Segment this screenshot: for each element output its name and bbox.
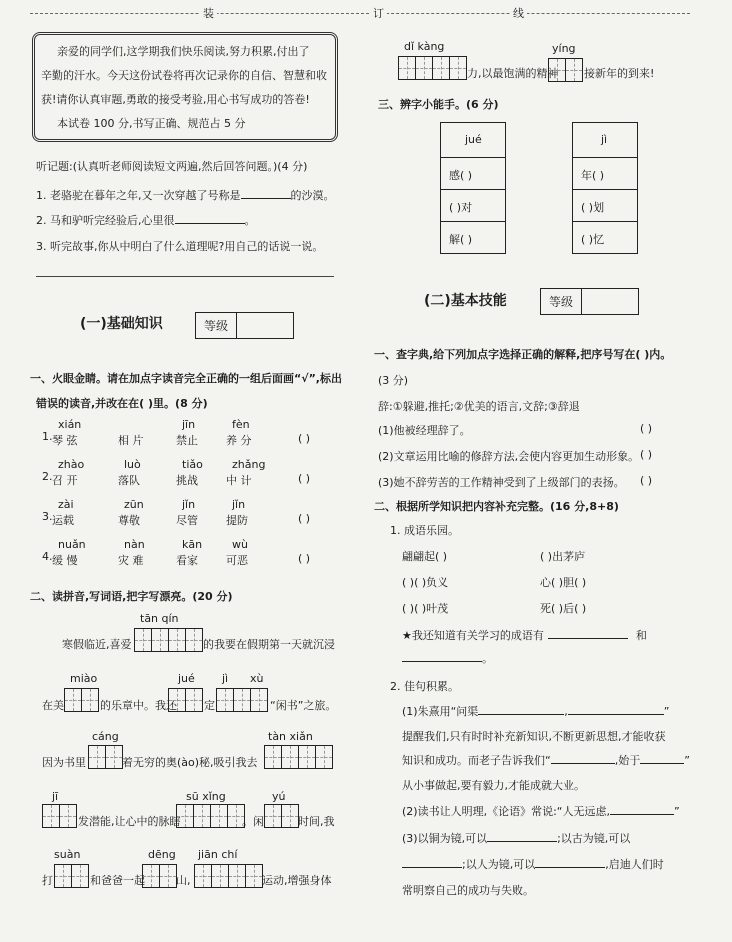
secb1-score: (3 分)	[378, 374, 409, 387]
listening-q3: 3. 听完故事,你从中明白了什么道理呢?用自己的话说一说。	[36, 240, 324, 253]
table-row[interactable]	[441, 158, 505, 190]
s2-line4a: 发潜能,让心中的脉瞎	[78, 815, 181, 828]
grade-label: 等级	[541, 289, 582, 314]
answer-blank[interactable]	[402, 867, 462, 868]
listening-q2-end: 。	[244, 214, 256, 227]
p1c-text: ”	[663, 705, 670, 718]
idiom-1a[interactable]: 翩翩起( )	[402, 550, 448, 563]
writing-grid-suan[interactable]	[54, 864, 89, 888]
secb2-p3	[402, 752, 690, 768]
row-pinyin: jīn	[182, 418, 196, 431]
intro-box	[32, 32, 338, 142]
row-pinyin: fèn	[232, 418, 250, 431]
writing-grid-cang[interactable]	[88, 745, 123, 769]
writing-grid-yu[interactable]	[264, 804, 299, 828]
char-table-jue	[440, 122, 506, 254]
secb2-sub2: 2. 佳句积累。	[390, 680, 459, 693]
answer-paren[interactable]: ( )	[298, 512, 311, 525]
pinyin-dikang: dǐ kàng	[404, 40, 445, 53]
p3b-text: ,始于	[614, 754, 641, 767]
row-pinyin: zhào	[58, 458, 85, 471]
secb2-p2: 提醒我们,只有时时补充新知识,不断更新思想,才能收获	[402, 730, 666, 743]
table-header	[441, 123, 505, 158]
row-pinyin: nuǎn	[58, 538, 86, 551]
table-pinyin: jué	[465, 133, 482, 146]
right-line1b: 接新年的到来!	[584, 67, 655, 80]
answer-blank[interactable]	[241, 198, 291, 199]
s2-line2d: “闲书”之旅。	[270, 699, 337, 712]
row-word: 相 片	[118, 434, 144, 447]
writing-grid-tanqin[interactable]	[134, 628, 203, 652]
s2-line2b: 的乐章中。我还	[100, 699, 177, 712]
writing-grid-ying[interactable]	[548, 58, 583, 82]
row-pinyin: nàn	[124, 538, 145, 551]
answer-paren[interactable]: ( )	[298, 552, 311, 565]
intro-line-2: 辛勤的汗水。今天这份试卷将再次记录你的自信、智慧和收	[41, 69, 327, 82]
secb2-p8: 常明察自己的成功与失败。	[402, 884, 534, 897]
idiom-3a[interactable]: ( )( )叶茂	[402, 602, 449, 615]
section3-title: 三、辨字小能手。(6 分)	[378, 98, 499, 111]
listening-q1-text: 1. 老骆驼在暮年之年,又一次穿越了号称是	[36, 189, 241, 202]
answer-blank[interactable]	[535, 867, 605, 868]
listening-q2	[36, 212, 256, 228]
row-pinyin: kān	[182, 538, 203, 551]
s2-line2a: 在美	[42, 699, 64, 712]
row-pinyin: xián	[58, 418, 82, 431]
s2-line5b: 和爸爸一起	[90, 874, 145, 887]
pinyin-ying: yíng	[552, 42, 576, 55]
row-pinyin: tiǎo	[182, 458, 203, 471]
pinyin-miao: miào	[70, 672, 98, 685]
answer-blank[interactable]	[402, 661, 482, 662]
row-number: 3.	[42, 510, 53, 523]
row-pinyin: jǐn	[182, 498, 196, 511]
pinyin-cang: cáng	[92, 730, 119, 743]
s2-line1a: 寒假临近,喜爱	[62, 638, 132, 651]
row-pinyin: zhǎng	[232, 458, 266, 471]
row-pinyin: jǐn	[232, 498, 246, 511]
s2-line5d: 运动,增强身体	[262, 874, 332, 887]
row-word: 灾 难	[118, 554, 144, 567]
table-row[interactable]	[441, 222, 505, 253]
secb1-paren3[interactable]: ( )	[640, 474, 653, 487]
secb1-ci: 辞:①躲避,推托;②优美的语言,文辞;③辞退	[378, 400, 580, 413]
cell-text: 解( )	[449, 233, 473, 246]
p1b-text: ,	[564, 705, 568, 718]
row-pinyin: luò	[124, 458, 141, 471]
row-word: 尽管	[176, 514, 198, 527]
s2-line4b: 。闲	[242, 815, 264, 828]
row-word: 看家	[176, 554, 198, 567]
secb1-paren1[interactable]: ( )	[640, 422, 653, 435]
cell-text: 感( )	[449, 169, 473, 182]
row-word: 提防	[226, 514, 248, 527]
secb2-star	[402, 627, 647, 643]
s2-line5c: 山,	[176, 874, 191, 887]
answer-blank[interactable]	[610, 814, 674, 815]
p3a-text: 知识和成功。而老子告诉我们“	[402, 754, 551, 767]
writing-grid-suxing[interactable]	[176, 804, 245, 828]
row-word: 召 开	[52, 474, 78, 487]
secb2-p7	[402, 856, 664, 872]
cell-text: ( )对	[449, 201, 473, 214]
binding-char-3: 线	[510, 5, 527, 21]
cell-text: 年( )	[581, 169, 605, 182]
answer-blank[interactable]	[175, 223, 245, 224]
writing-grid-tanxian[interactable]	[264, 745, 333, 769]
s2-line5a: 打	[42, 874, 53, 887]
writing-grid-dikang[interactable]	[398, 56, 467, 80]
s2-line3b: 着无穷的奥(ào)秘,吸引我去	[122, 756, 258, 769]
writing-grid-ji[interactable]	[42, 804, 77, 828]
secb2-p4: 从小事做起,要有毅力,才能成就大业。	[402, 779, 585, 792]
pinyin-ji: jì	[222, 672, 229, 685]
pinyin-deng: dēng	[148, 848, 176, 861]
answer-paren[interactable]: ( )	[298, 472, 311, 485]
row-word: 可恶	[226, 554, 248, 567]
listening-q1-end: 的沙漠。	[290, 189, 335, 202]
row-pinyin: zūn	[124, 498, 144, 511]
binding-line	[30, 13, 690, 14]
idiom-1b[interactable]: ( )出茅庐	[540, 550, 586, 563]
secb2-sub1: 1. 成语乐园。	[390, 524, 459, 537]
writing-grid-deng[interactable]	[142, 864, 177, 888]
pinyin-jianchi: jiān chí	[198, 848, 238, 861]
part1-grade-box	[195, 312, 294, 339]
p6a-text: (3)以铜为镜,可以	[402, 832, 488, 845]
row-word: 中 计	[226, 474, 252, 487]
answer-blank[interactable]	[551, 763, 615, 764]
idiom-3b[interactable]: 死( )后( )	[540, 602, 587, 615]
grade-value[interactable]	[582, 289, 638, 314]
p7a-text: ;以人为镜,可以	[462, 858, 536, 871]
secb2-p5	[402, 803, 680, 819]
p7b-text: ,启迪人们时	[605, 858, 664, 871]
section1-title-line2: 错误的读音,并改在在( )里。(8 分)	[36, 397, 208, 410]
row-word: 缓 慢	[52, 554, 78, 567]
intro-line-3: 获!请你认真审题,勇敢的接受考验,用心书写成功的答卷!	[41, 93, 310, 106]
listening-q2-text: 2. 马和驴听完经验后,心里很	[36, 214, 175, 227]
row-pinyin: wù	[232, 538, 248, 551]
row-pinyin: zài	[58, 498, 74, 511]
table-pinyin: jì	[601, 133, 608, 146]
secb2-title: 二、根据所学知识把内容补充完整。(16 分,8+8)	[374, 500, 619, 513]
p5b-text: ”	[673, 805, 680, 818]
table-row[interactable]	[441, 190, 505, 222]
answer-blank[interactable]	[568, 714, 664, 715]
part1-title: (一)基础知识	[80, 316, 163, 332]
cell-text: ( )划	[581, 201, 605, 214]
pinyin-ji2: jī	[52, 790, 59, 803]
section1-title-line1: 一、火眼金睛。请在加点字读音完全正确的一组后面画“√”,标出	[30, 372, 342, 385]
row-word: 落队	[118, 474, 140, 487]
p1a-text: (1)朱熹用“问渠	[402, 705, 479, 718]
binding-char-2: 订	[370, 5, 387, 21]
writing-grid-jue[interactable]	[168, 688, 203, 712]
row-word: 琴 弦	[52, 434, 78, 447]
secb1-paren2[interactable]: ( )	[640, 448, 653, 461]
answer-blank[interactable]	[487, 841, 557, 842]
star-text: ★我还知道有关学习的成语有	[402, 629, 544, 642]
answer-blank[interactable]	[640, 763, 684, 764]
row-number: 2.	[42, 470, 53, 483]
pinyin-jue: jué	[178, 672, 195, 685]
table-row[interactable]	[573, 190, 637, 222]
writing-grid-jixu[interactable]	[216, 688, 268, 712]
secb1-item3: (3)她不辞劳苦的工作精神受到了上级部门的表扬。	[378, 476, 625, 489]
secb2-p1	[402, 703, 669, 719]
row-number: 1.	[42, 430, 53, 443]
pinyin-tanxian: tàn xiǎn	[268, 730, 313, 743]
secb2-star-cont	[402, 650, 493, 666]
idiom-2a[interactable]: ( )( )负义	[402, 576, 449, 589]
pinyin-xu: xù	[250, 672, 264, 685]
row-word: 禁止	[176, 434, 198, 447]
row-word: 运载	[52, 514, 74, 527]
pinyin-tanqin: tān qín	[140, 612, 179, 625]
answer-blank[interactable]	[478, 714, 564, 715]
row-number: 4.	[42, 550, 53, 563]
s2-line2c: 定	[204, 699, 215, 712]
intro-line-1: 亲爱的同学们,这学期我们快乐阅读,努力积累,付出了	[57, 45, 310, 58]
table-row[interactable]	[573, 222, 637, 253]
row-word: 挑战	[176, 474, 198, 487]
s2-line4c: 时间,我	[298, 815, 335, 828]
answer-line[interactable]	[36, 276, 334, 277]
writing-grid-jianchi[interactable]	[194, 864, 263, 888]
writing-grid-miao[interactable]	[64, 688, 99, 712]
grade-value[interactable]	[237, 313, 293, 338]
binding-char-1: 装	[200, 5, 217, 21]
section2-title: 二、读拼音,写词语,把字写漂亮。(20 分)	[30, 590, 233, 603]
secb1-item2: (2)文章运用比喻的修辞方法,会使内容更加生动形象。	[378, 450, 640, 463]
table-header	[573, 123, 637, 158]
grade-label: 等级	[196, 313, 237, 338]
part2-grade-box	[540, 288, 639, 315]
pinyin-yu: yú	[272, 790, 286, 803]
s2-line1b: 的我要在假期第一天就沉浸	[203, 638, 335, 651]
s2-line3a: 因为书里	[42, 756, 86, 769]
p6b-text: ;以古为镜,可以	[557, 832, 631, 845]
table-row[interactable]	[573, 158, 637, 190]
answer-paren[interactable]: ( )	[298, 432, 311, 445]
star-end: 。	[482, 652, 493, 665]
row-word: 养 分	[226, 434, 252, 447]
listening-title: 听记题:(认真听老师阅读短文两遍,然后回答问题。)(4 分)	[36, 160, 308, 173]
secb2-p6	[402, 830, 630, 846]
p5-text: (2)读书让人明理,《论语》常说:“人无远虑,	[402, 805, 610, 818]
part2-title: (二)基本技能	[424, 293, 507, 309]
pinyin-suan: suàn	[54, 848, 81, 861]
row-word: 尊敬	[118, 514, 140, 527]
answer-blank[interactable]	[548, 638, 628, 639]
he-text: 和	[635, 629, 647, 642]
cell-text: ( )忆	[581, 233, 605, 246]
intro-line-4: 本试卷 100 分,书写正确、规范占 5 分	[57, 117, 246, 130]
char-table-ji	[572, 122, 638, 254]
secb1-title: 一、查字典,给下列加点字选择正确的解释,把序号写在( )内。	[374, 348, 672, 361]
listening-q1	[36, 187, 335, 203]
p3c-text: ”	[684, 754, 690, 767]
pinyin-suxing: sū xǐng	[186, 790, 226, 803]
secb1-item1: (1)他被经理辞了。	[378, 424, 471, 437]
right-line1a: 力,以最饱满的精神	[467, 67, 559, 80]
idiom-2b[interactable]: 心( )胆( )	[540, 576, 587, 589]
